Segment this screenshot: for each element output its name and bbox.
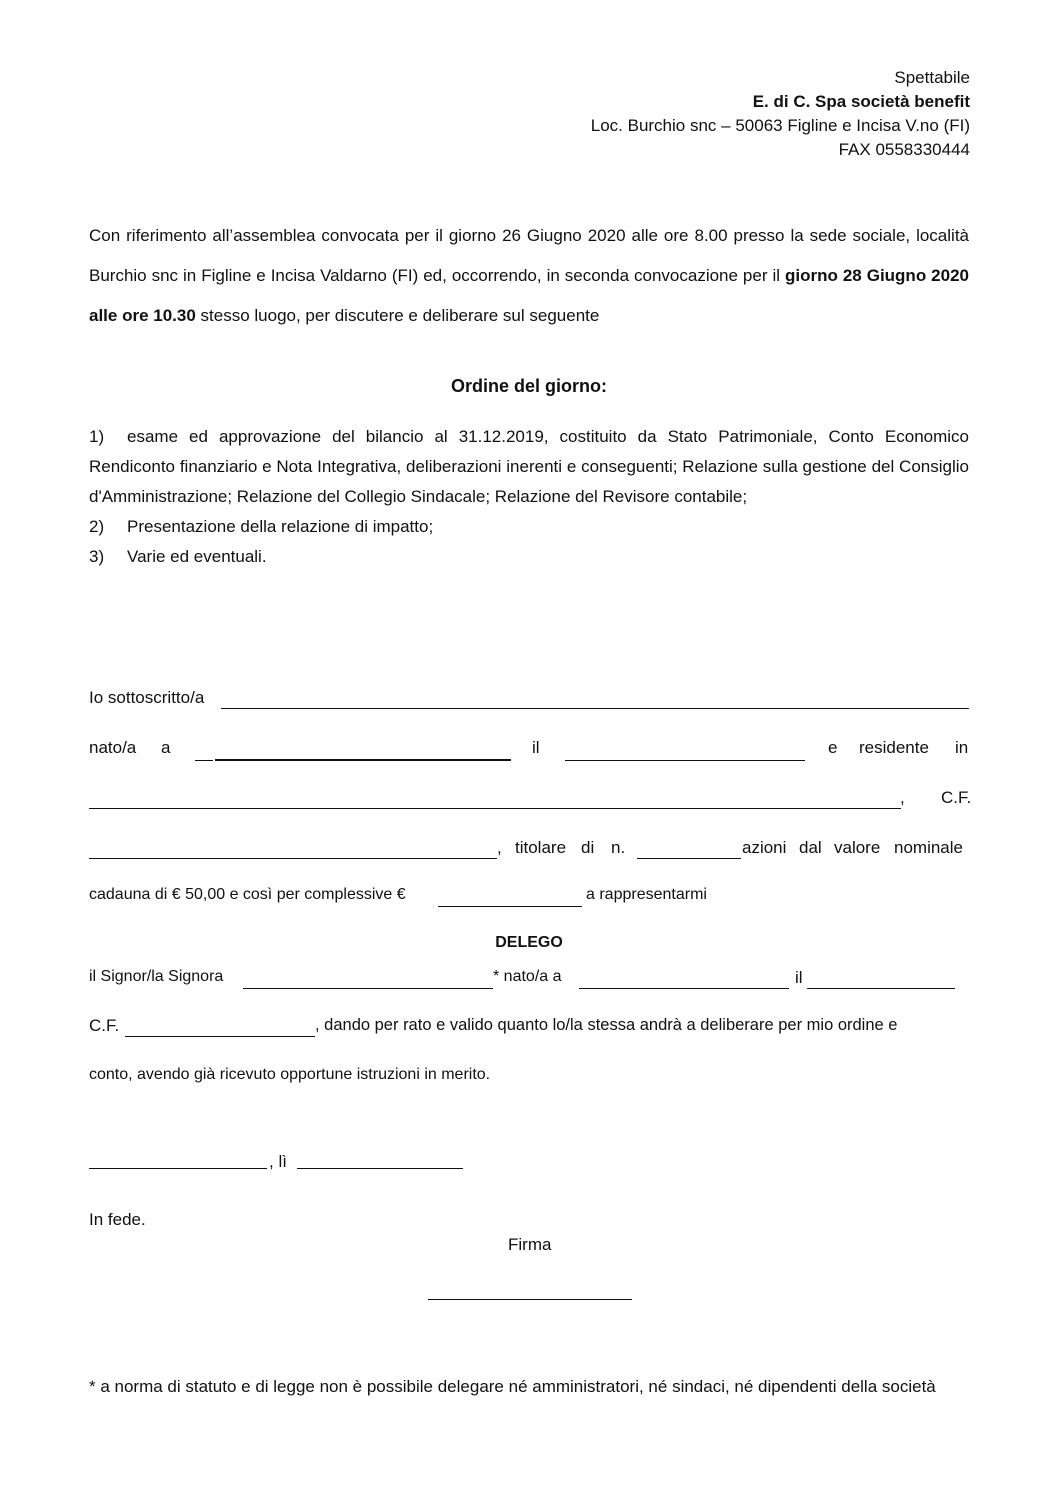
- agenda-item-text: Presentazione della relazione di impatto;: [127, 517, 434, 536]
- shares-count-field[interactable]: [637, 858, 741, 859]
- fiscal-code-field[interactable]: [89, 858, 497, 859]
- residente-label: residente: [859, 738, 929, 757]
- born-label: nato/a: [89, 738, 137, 757]
- conto-label: conto, avendo già ricevuto opportune istruzioni in merito.: [89, 1066, 491, 1083]
- delegate-birth-date-field[interactable]: [807, 988, 955, 989]
- cf-label: C.F.: [941, 788, 972, 807]
- agenda-item-text: Varie ed eventuali.: [127, 547, 267, 566]
- azioni-label: azioni: [742, 838, 787, 857]
- delegate-fiscal-code-field[interactable]: [125, 1036, 315, 1037]
- born-a-label: a: [161, 738, 171, 757]
- agenda-item-text: esame ed approvazione del bilancio al 31.12.2019, costituito da Stato Patrimoniale, Conto Economico Rendiconto finanziario e Nota Integrativa, deliberazioni inerenti e conseguenti; Relazione sulla gestione del Consiglio d'Amministrazione; Relazione del Collegio Sindacale; Relazione del Revisore contabile;: [89, 427, 969, 506]
- intro-date-bold: giorno 28 Giugno 2020 alle ore 10.30: [89, 266, 969, 325]
- delegate-cf-label: C.F.: [89, 1016, 120, 1035]
- delegate-born-label: * nato/a a: [493, 968, 562, 985]
- valore-label: valore: [834, 838, 881, 857]
- form-row-cadauna: [89, 886, 969, 916]
- undersigned-label: Io sottoscritto/a: [89, 688, 205, 707]
- form-row-place-date: [89, 1152, 969, 1182]
- footnote: * a norma di statuto e di legge non è possibile delegare né amministratori, né sindaci, né dipendenti della società: [89, 1377, 936, 1396]
- fede-label: In fede.: [89, 1210, 146, 1229]
- agenda-item-number: 2): [89, 517, 105, 536]
- delego-heading: DELEGO: [495, 934, 563, 951]
- n-label: n.: [611, 838, 626, 857]
- recipient-company: E. di C. Spa società benefit: [752, 92, 970, 111]
- agenda-item: [89, 512, 969, 542]
- agenda-item: [89, 542, 969, 572]
- agenda-item: [89, 422, 969, 512]
- cadauna-label: cadauna di € 50,00 e così per complessive €: [89, 886, 406, 903]
- firma-label: Firma: [508, 1235, 552, 1254]
- agenda-list: [89, 422, 969, 572]
- form-row-residence: [89, 788, 972, 818]
- li-label: , lì: [269, 1152, 287, 1171]
- titolare-label: titolare: [515, 838, 567, 857]
- di-label: di: [581, 838, 595, 857]
- birth-date-field[interactable]: [565, 760, 805, 761]
- in-label: in: [955, 738, 969, 757]
- e-label: e: [828, 738, 838, 757]
- form-row-delegate-cf: [89, 1016, 969, 1046]
- residence-comma: ,: [900, 788, 905, 807]
- recipient-salutation: Spettabile: [894, 68, 970, 87]
- birthplace-field-thin[interactable]: [195, 760, 213, 761]
- total-amount-field[interactable]: [438, 906, 582, 907]
- form-row-titolare: [89, 838, 969, 868]
- intro-text-1: Con riferimento all’assemblea convocata per il giorno 26 Giugno 2020 alle ore 8.00 presso la sede sociale, località Burchio snc in Figline e Incisa Valdarno (FI) ed, occorrendo, in seconda convocazione per il: [89, 226, 969, 285]
- signor-label: il Signor/la Signora: [89, 968, 224, 985]
- form-row-born: [89, 738, 969, 768]
- undersigned-name-field[interactable]: [221, 708, 969, 709]
- dal-label: dal: [799, 838, 822, 857]
- recipient-block: [370, 66, 970, 162]
- delegate-il-label: il: [795, 968, 803, 987]
- date-field[interactable]: [297, 1168, 463, 1169]
- signature-field[interactable]: [428, 1299, 632, 1300]
- place-field[interactable]: [89, 1168, 267, 1169]
- form-row-conto: [89, 1066, 969, 1096]
- recipient-address: Loc. Burchio snc – 50063 Figline e Incisa V.no (FI): [590, 116, 970, 135]
- agenda-item-number: 3): [89, 547, 105, 566]
- agenda-title: Ordine del giorno:: [451, 376, 607, 396]
- birthplace-field[interactable]: [215, 759, 511, 761]
- delegate-birthplace-field[interactable]: [579, 988, 789, 989]
- delegate-name-field[interactable]: [243, 988, 493, 989]
- recipient-fax: FAX 0558330444: [838, 140, 970, 159]
- dando-label: , dando per rato e valido quanto lo/la stessa andrà a deliberare per mio ordine e: [315, 1016, 898, 1034]
- nominale-label: nominale: [894, 838, 963, 857]
- intro-paragraph: [89, 216, 969, 336]
- birth-il-label: il: [532, 738, 540, 757]
- intro-text-2: stesso luogo, per discutere e deliberare sul seguente: [195, 306, 600, 325]
- residence-field[interactable]: [89, 808, 901, 809]
- form-row-undersigned: [89, 688, 969, 718]
- titolare-comma: ,: [497, 838, 502, 857]
- rappresentarmi-label: a rappresentarmi: [586, 886, 707, 903]
- form-row-delegate: [89, 968, 969, 998]
- agenda-item-number: 1): [89, 427, 105, 446]
